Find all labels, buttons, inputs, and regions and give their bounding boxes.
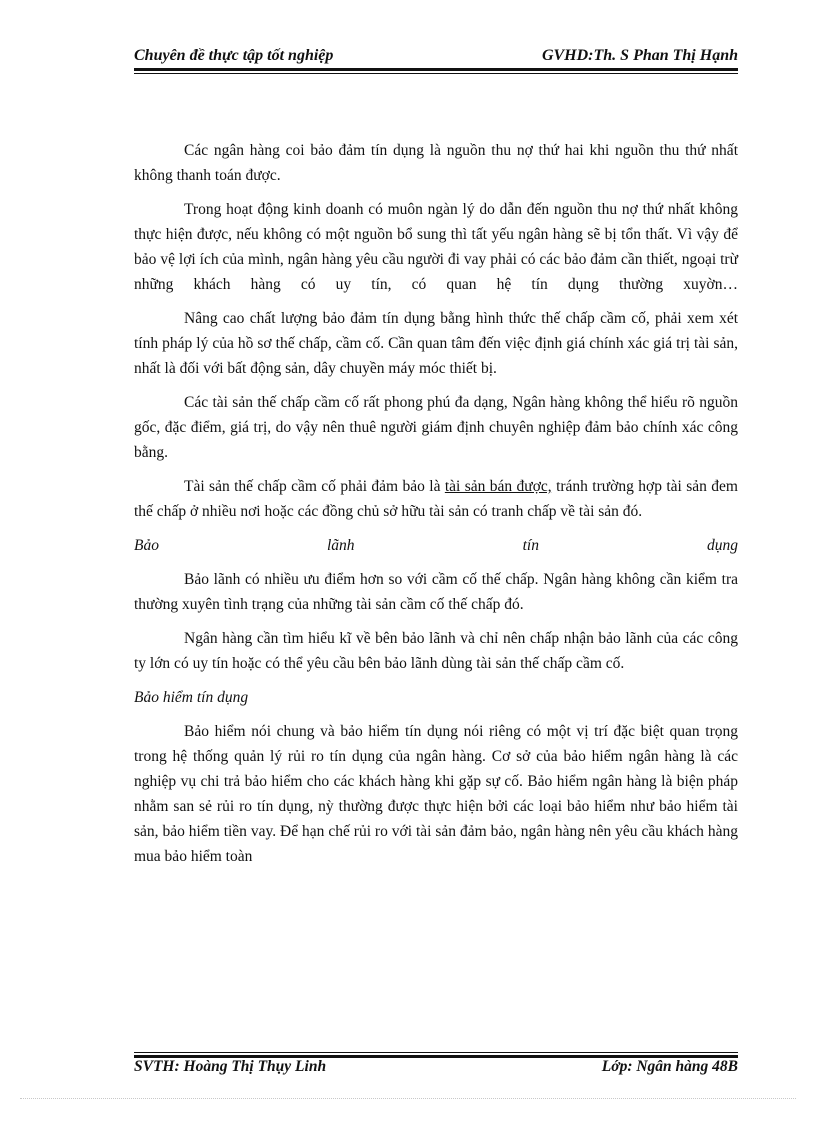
- paragraph-1: Các ngân hàng coi bảo đảm tín dụng là nguồn thu nợ thứ hai khi nguồn thu thứ nhất không thanh toán được.: [134, 142, 738, 184]
- section-heading-guarantee: Bảo lãnh tín dụng: [134, 537, 738, 554]
- section-heading-insurance: Bảo hiểm tín dụng: [134, 689, 249, 706]
- header-advisor: GVHD:Th. S Phan Thị Hạnh: [541, 47, 738, 64]
- page-header: [134, 47, 738, 65]
- underlined-phrase: tài sản bán được,: [444, 478, 552, 495]
- paragraph-8: Bảo hiểm nói chung và bảo hiểm tín dụng nói riêng có một vị trí đặc biệt quan trọng trong hệ thống quản lý rủi ro tín dụng của ngân hàng. Cơ sở của bảo hiểm ngân hàng là các nghiệp vụ chi trả bảo hiểm cho các khách hàng khi gặp sự cố. Bảo hiểm ngân hàng là biện pháp nhằm san sẻ rủi ro tín dụng, nỳ thường được thực hiện bởi các loại bảo hiểm như bảo hiểm tài sản, bảo hiểm tiền vay. Để hạn chế rủi ro với tài sản đảm bảo, ngân hàng nên yêu cầu khách hàng mua bảo hiểm toàn: [134, 723, 738, 865]
- paragraph-4: Các tài sản thế chấp cầm cố rất phong phú đa dạng, Ngân hàng không thể hiểu rõ nguồn gốc, đặc điểm, giá trị, do vậy nên thuê người giám định chuyên nghiệp đảm bảo chính xác công bằng.: [134, 394, 738, 461]
- header-rule-thin: [134, 73, 738, 74]
- header-title: Chuyên đề thực tập tốt nghiệp: [134, 47, 334, 64]
- paragraph-7: Ngân hàng cần tìm hiểu kĩ về bên bảo lãnh và chỉ nên chấp nhận bảo lãnh của các công ty lớn có uy tín hoặc có thể yêu cầu bên bảo lãnh dùng tài sản thế chấp cầm cố.: [134, 630, 738, 672]
- paragraph-5-end: tránh trường hợp tài sản đem thế chấp ở nhiều nơi hoặc các đồng chủ sở hữu tài sản có tranh chấp về tài sản đó.: [134, 478, 738, 520]
- paragraph-6: Bảo lãnh có nhiều ưu điểm hơn so với cầm cố thế chấp. Ngân hàng không cần kiểm tra thường xuyên tình trạng của những tài sản cầm cố thế chấp đó.: [134, 571, 738, 613]
- page-edge-dotted-line: [20, 1098, 796, 1099]
- footer-student: SVTH: Hoàng Thị Thụy Linh: [134, 1058, 327, 1075]
- paragraph-5-start: Tài sản thế chấp cầm cố phải đảm bảo là: [184, 478, 445, 495]
- page-footer: [134, 1058, 738, 1076]
- body-text: [134, 138, 738, 878]
- footer-rule-thin: [134, 1052, 738, 1053]
- paragraph-2: Trong hoạt động kinh doanh có muôn ngàn lý do dẫn đến nguồn thu nợ thứ nhất không thực hiện được, nếu không có một nguồn bổ sung thì tất yếu ngân hàng sẽ bị tổn thất. Vì vậy để bảo vệ lợi ích của mình, ngân hàng yêu cầu người đi vay phải có các bảo đảm cần thiết, ngoại trừ những khách hàng có uy tín, có quan hệ tín dụng thường xuyờn…: [134, 201, 738, 293]
- header-rule-thick: [134, 68, 738, 71]
- paragraph-5: [134, 474, 738, 524]
- footer-class: Lớp: Ngân hàng 48B: [601, 1058, 738, 1075]
- paragraph-3: Nâng cao chất lượng bảo đảm tín dụng bằng hình thức thế chấp cầm cố, phải xem xét tính pháp lý của hồ sơ thế chấp, cầm cố. Cần quan tâm đến việc định giá chính xác giá trị tài sản, nhất là đối với bất động sản, dây chuyền máy móc thiết bị.: [134, 310, 738, 377]
